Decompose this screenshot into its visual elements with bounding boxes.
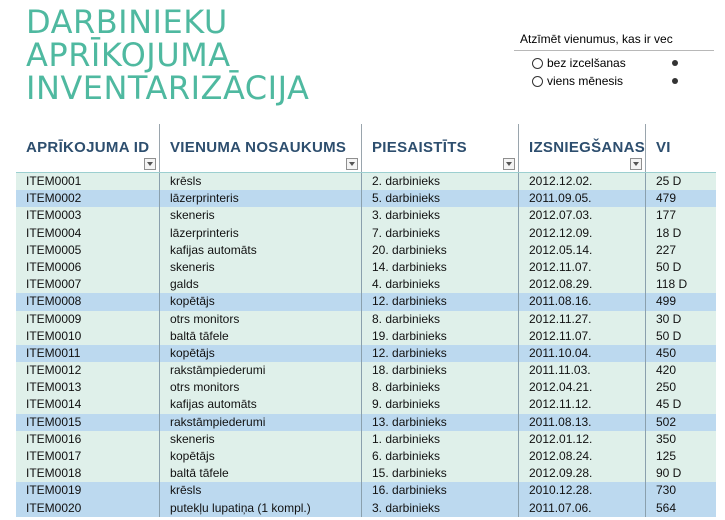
table-cell-name[interactable]: otrs monitors [159, 379, 361, 396]
table-cell-v[interactable]: 18 D [645, 225, 725, 242]
table-cell-name[interactable]: baltā tāfele [159, 328, 361, 345]
table-header [16, 124, 716, 173]
table-row[interactable] [16, 259, 716, 276]
table-cell-date[interactable]: 2011.11.03. [518, 362, 645, 379]
table-row[interactable] [16, 225, 716, 242]
table-cell-name[interactable]: putekļu lupatiņa (1 kompl.) [159, 500, 361, 517]
table-cell-v[interactable]: 177 [645, 207, 725, 224]
table-row[interactable] [16, 311, 716, 328]
table-cell-v[interactable]: 502 [645, 414, 725, 431]
column-header-date[interactable]: IZSNIEGŠANAS [518, 124, 645, 172]
table-cell-name[interactable]: galds [159, 276, 361, 293]
table-row[interactable] [16, 345, 716, 362]
radio-label: bez izcelšanas [547, 56, 626, 70]
table-cell-assigned[interactable]: 13. darbinieks [361, 414, 518, 431]
filter-dropdown-icon[interactable] [346, 158, 358, 170]
table-cell-assigned[interactable]: 7. darbinieks [361, 225, 518, 242]
table-cell-v[interactable]: 250 [645, 379, 725, 396]
table-cell-v[interactable]: 25 D [645, 173, 725, 190]
radio-no-highlight[interactable] [532, 56, 626, 70]
table-cell-name[interactable]: kopētājs [159, 448, 361, 465]
table-cell-id[interactable]: ITEM0014 [26, 397, 82, 412]
table-cell-name[interactable]: otrs monitors [159, 311, 361, 328]
table-cell-date[interactable]: 2012.11.07. [518, 328, 645, 345]
table-cell-name[interactable]: kafijas automāts [159, 396, 361, 413]
filter-dropdown-icon[interactable] [503, 158, 515, 170]
table-cell-assigned[interactable]: 8. darbinieks [361, 311, 518, 328]
table-cell-date[interactable]: 2011.09.05. [518, 190, 645, 207]
table-cell-id[interactable]: ITEM0012 [26, 363, 82, 378]
table-cell-date[interactable]: 2012.01.12. [518, 431, 645, 448]
table-cell-id[interactable]: ITEM0003 [26, 208, 82, 223]
filter-dropdown-icon[interactable] [630, 158, 642, 170]
table-cell-id[interactable]: ITEM0016 [26, 431, 82, 446]
table-row[interactable] [16, 465, 716, 482]
table-cell-date[interactable]: 2012.08.29. [518, 276, 645, 293]
table-cell-v[interactable]: 499 [645, 293, 725, 310]
table-row[interactable] [16, 448, 716, 465]
inventory-table [16, 124, 716, 517]
table-row[interactable] [16, 379, 716, 396]
table-row[interactable] [16, 190, 716, 207]
table-cell-name[interactable]: kopētājs [159, 293, 361, 310]
table-cell-id[interactable]: ITEM0002 [26, 191, 82, 206]
table-cell-assigned[interactable]: 20. darbinieks [361, 242, 518, 259]
title-line-1: DARBINIEKU [26, 3, 228, 41]
table-row[interactable] [16, 362, 716, 379]
table-cell-date[interactable]: 2010.12.28. [518, 482, 645, 499]
table-cell-v[interactable]: 118 D [645, 276, 725, 293]
table-cell-assigned[interactable]: 3. darbinieks [361, 500, 518, 517]
table-cell-v[interactable]: 50 D [645, 259, 725, 276]
table-row[interactable] [16, 293, 716, 310]
table-cell-assigned[interactable]: 9. darbinieks [361, 396, 518, 413]
table-cell-date[interactable]: 2012.11.07. [518, 259, 645, 276]
table-cell-v[interactable]: 90 D [645, 465, 725, 482]
table-row[interactable] [16, 414, 716, 431]
table-cell-v[interactable]: 50 D [645, 328, 725, 345]
table-cell-assigned[interactable]: 1. darbinieks [361, 431, 518, 448]
radio-circle-icon [532, 58, 543, 69]
table-cell-v[interactable]: 125 [645, 448, 725, 465]
table-cell-name[interactable]: kafijas automāts [159, 242, 361, 259]
table-cell-id[interactable]: ITEM0009 [26, 311, 82, 326]
table-cell-date[interactable]: 2012.05.14. [518, 242, 645, 259]
table-cell-assigned[interactable]: 19. darbinieks [361, 328, 518, 345]
table-cell-id[interactable]: ITEM0004 [26, 225, 82, 240]
table-row[interactable] [16, 396, 716, 413]
table-cell-id[interactable]: ITEM0010 [26, 328, 82, 343]
table-cell-date[interactable]: 2011.10.04. [518, 345, 645, 362]
table-cell-assigned[interactable]: 5. darbinieks [361, 190, 518, 207]
table-cell-id[interactable]: ITEM0006 [26, 259, 82, 274]
table-cell-id[interactable]: ITEM0011 [26, 345, 81, 360]
table-cell-assigned[interactable]: 18. darbinieks [361, 362, 518, 379]
table-row[interactable] [16, 242, 716, 259]
table-cell-name[interactable]: skeneris [159, 431, 361, 448]
table-cell-date[interactable]: 2011.07.06. [518, 500, 645, 517]
table-cell-v[interactable]: 450 [645, 345, 725, 362]
table-cell-id[interactable]: ITEM0019 [26, 483, 82, 498]
title-line-3: INVENTARIZĀCIJA [26, 69, 310, 107]
radio-dot-icon[interactable] [672, 78, 678, 84]
table-cell-v[interactable]: 730 [645, 482, 725, 499]
table-cell-id[interactable]: ITEM0008 [26, 294, 82, 309]
table-body [16, 173, 716, 517]
radio-one-month[interactable] [532, 74, 623, 88]
table-cell-id[interactable]: ITEM0020 [26, 500, 82, 515]
table-cell-date[interactable]: 2012.07.03. [518, 207, 645, 224]
table-cell-assigned[interactable]: 8. darbinieks [361, 379, 518, 396]
table-row[interactable] [16, 328, 716, 345]
table-cell-v[interactable]: 420 [645, 362, 725, 379]
table-cell-name[interactable]: skeneris [159, 259, 361, 276]
table-cell-v[interactable]: 227 [645, 242, 725, 259]
table-cell-name[interactable]: krēsls [159, 173, 361, 190]
table-cell-date[interactable]: 2012.12.02. [518, 173, 645, 190]
table-cell-assigned[interactable]: 16. darbinieks [361, 482, 518, 499]
table-cell-assigned[interactable]: 2. darbinieks [361, 173, 518, 190]
table-cell-date[interactable]: 2012.09.28. [518, 465, 645, 482]
table-cell-name[interactable]: rakstāmpiederumi [159, 414, 361, 431]
table-cell-date[interactable]: 2012.12.09. [518, 225, 645, 242]
table-row[interactable] [16, 207, 716, 224]
radio-circle-icon [532, 76, 543, 87]
table-cell-name[interactable]: skeneris [159, 207, 361, 224]
table-cell-date[interactable]: 2012.08.24. [518, 448, 645, 465]
column-header-age[interactable]: VI [645, 124, 725, 172]
table-cell-id[interactable]: ITEM0001 [26, 174, 82, 188]
column-header-id[interactable]: APRĪKOJUMA ID [16, 124, 159, 172]
table-cell-v[interactable]: 564 [645, 500, 725, 517]
table-cell-assigned[interactable]: 14. darbinieks [361, 259, 518, 276]
table-cell-assigned[interactable]: 4. darbinieks [361, 276, 518, 293]
table-cell-date[interactable]: 2012.04.21. [518, 379, 645, 396]
table-cell-date[interactable]: 2011.08.13. [518, 414, 645, 431]
page-title [26, 3, 310, 107]
highlight-label: Atzīmēt vienumus, kas ir vec [520, 32, 673, 46]
table-cell-date[interactable]: 2011.08.16. [518, 293, 645, 310]
table-cell-v[interactable]: 30 D [645, 311, 725, 328]
table-cell-id[interactable]: ITEM0005 [26, 242, 82, 257]
radio-dot-icon[interactable] [672, 60, 678, 66]
column-header-name[interactable]: VIENUMA NOSAUKUMS [159, 124, 361, 172]
table-cell-assigned[interactable]: 15. darbinieks [361, 465, 518, 482]
table-cell-assigned[interactable]: 6. darbinieks [361, 448, 518, 465]
table-cell-v[interactable]: 45 D [645, 396, 725, 413]
table-cell-date[interactable]: 2012.11.12. [518, 396, 645, 413]
table-cell-id[interactable]: ITEM0017 [26, 449, 82, 463]
table-cell-name[interactable]: lāzerprinteris [159, 225, 361, 242]
table-cell-v[interactable]: 350 [645, 431, 725, 448]
table-cell-id[interactable]: ITEM0015 [26, 414, 82, 429]
highlight-options-panel [514, 28, 714, 98]
column-header-assigned[interactable]: PIESAISTĪTS [361, 124, 518, 172]
table-cell-name[interactable]: krēsls [159, 482, 361, 499]
table-cell-name[interactable]: rakstāmpiederumi [159, 362, 361, 379]
table-cell-v[interactable]: 479 [645, 190, 725, 207]
table-cell-id[interactable]: ITEM0007 [26, 277, 82, 292]
table-row[interactable] [16, 173, 716, 190]
table-cell-id[interactable]: ITEM0018 [26, 466, 82, 481]
table-row[interactable] [16, 431, 716, 448]
divider [514, 50, 714, 51]
radio-label: viens mēnesis [547, 74, 624, 88]
table-cell-assigned[interactable]: 12. darbinieks [361, 293, 518, 310]
table-cell-name[interactable]: kopētājs [159, 345, 361, 362]
table-cell-date[interactable]: 2012.11.27. [518, 311, 645, 328]
title-line-2: APRĪKOJUMA [26, 36, 231, 74]
table-row[interactable] [16, 500, 716, 517]
filter-dropdown-icon[interactable] [144, 158, 156, 170]
table-cell-name[interactable]: baltā tāfele [159, 465, 361, 482]
table-cell-name[interactable]: lāzerprinteris [159, 190, 361, 207]
table-cell-assigned[interactable]: 12. darbinieks [361, 345, 518, 362]
table-row[interactable] [16, 276, 716, 293]
table-row[interactable] [16, 482, 716, 499]
table-cell-id[interactable]: ITEM0013 [26, 380, 82, 395]
table-cell-assigned[interactable]: 3. darbinieks [361, 207, 518, 224]
